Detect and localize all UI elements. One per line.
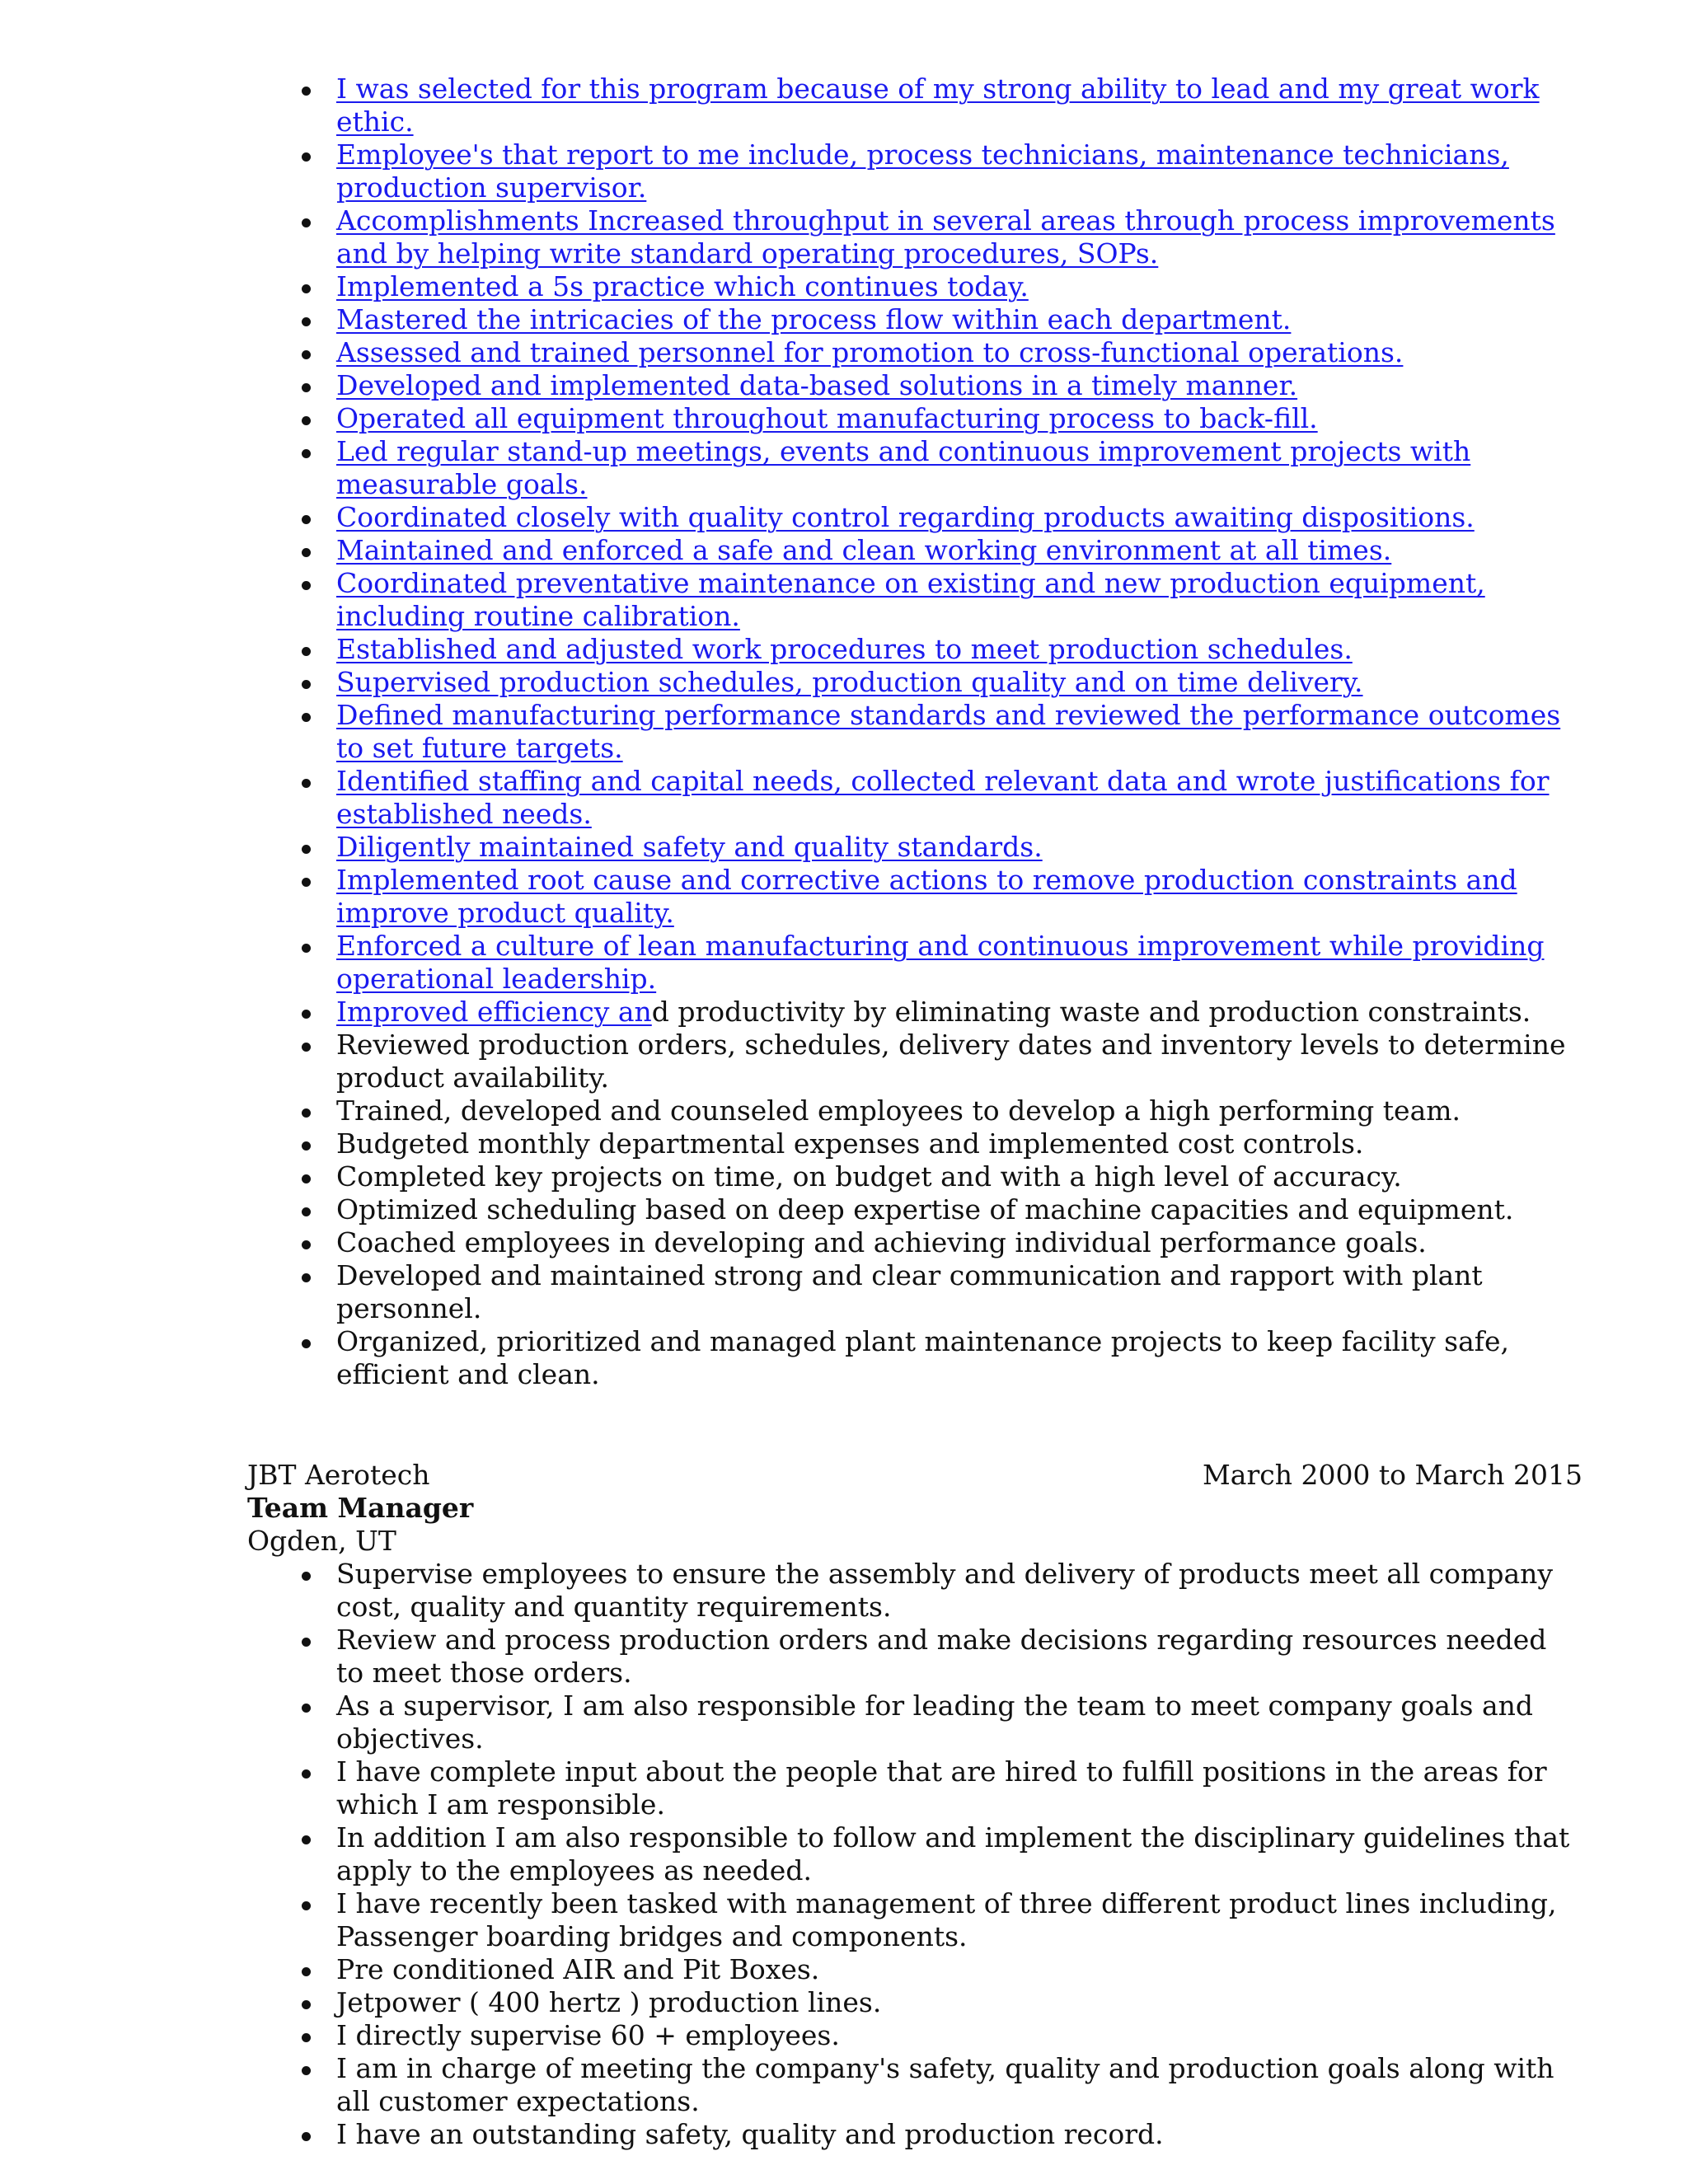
- bullet-item: [336, 204, 1582, 270]
- bullet-link[interactable]: Led regular stand-up meetings, events and continuous improvement projects with measurable goals.: [336, 435, 1471, 500]
- bullet-link[interactable]: Mastered the intricacies of the process flow within each department.: [336, 303, 1292, 335]
- bullet-dot: [302, 1174, 311, 1183]
- bullet-dot: [302, 1273, 311, 1282]
- bullet-text: Pre conditioned AIR and Pit Boxes.: [336, 1953, 820, 1985]
- bullet-item: [336, 1558, 1582, 1624]
- employment-dates: March 2000 to March 2015: [1202, 1459, 1582, 1491]
- bullet-dot: [302, 2000, 311, 2009]
- bullet-item: [336, 336, 1582, 369]
- bullet-dot: [302, 581, 311, 590]
- bullet-item: [336, 567, 1582, 633]
- job-header: [247, 1459, 1582, 1492]
- bullet-text: In addition I am also responsible to follow and implement the disciplinary guidelines that apply to the employees as needed.: [336, 1821, 1570, 1886]
- bullet-item: [336, 1624, 1582, 1690]
- bullet-link[interactable]: Coordinated closely with quality control regarding products awaiting dispositions.: [336, 501, 1475, 533]
- bullet-item: [336, 699, 1582, 765]
- bullet-text: Review and process production orders and make decisions regarding resources needed to meet those orders.: [336, 1624, 1547, 1689]
- bullet-link[interactable]: Defined manufacturing performance standards and reviewed the performance outcomes to set future targets.: [336, 699, 1561, 764]
- bullet-dot: [302, 1638, 311, 1647]
- bullet-item: [336, 73, 1582, 138]
- experience-2-bullet-list: [247, 1558, 1582, 2151]
- bullet-link[interactable]: Assessed and trained personnel for promotion to cross-functional operations.: [336, 336, 1404, 368]
- bullet-item: [336, 270, 1582, 303]
- bullet-dot: [302, 1339, 311, 1348]
- bullet-dot: [302, 317, 311, 326]
- bullet-item: [336, 1127, 1582, 1160]
- bullet-item: [336, 1029, 1582, 1094]
- bullet-dot: [302, 1967, 311, 1976]
- bullet-item: [336, 501, 1582, 534]
- bullet-dot: [302, 515, 311, 524]
- bullet-item: [336, 2118, 1582, 2151]
- bullet-dot: [302, 779, 311, 788]
- bullet-item: [336, 1821, 1582, 1887]
- resume-page: [247, 73, 1582, 2151]
- bullet-dot: [302, 218, 311, 227]
- bullet-text: Coached employees in developing and achieving individual performance goals.: [336, 1226, 1427, 1258]
- bullet-item: [336, 369, 1582, 402]
- bullet-item: [336, 1953, 1582, 1986]
- bullet-link[interactable]: Developed and implemented data-based solutions in a timely manner.: [336, 369, 1298, 401]
- bullet-item: [336, 864, 1582, 930]
- bullet-text: I am in charge of meeting the company's safety, quality and production goals along with all customer expectations.: [336, 2052, 1554, 2117]
- bullet-link[interactable]: Operated all equipment throughout manufacturing process to back-fill.: [336, 402, 1318, 434]
- bullet-dot: [302, 1141, 311, 1151]
- bullet-dot: [302, 350, 311, 359]
- bullet-link[interactable]: Coordinated preventative maintenance on existing and new production equipment, including routine calibration.: [336, 567, 1485, 632]
- bullet-text: Organized, prioritized and managed plant maintenance projects to keep facility safe, efficient and clean.: [336, 1325, 1510, 1390]
- bullet-dot: [302, 647, 311, 656]
- bullet-item: [336, 2019, 1582, 2052]
- bullet-dot: [302, 2132, 311, 2141]
- bullet-item: [336, 1986, 1582, 2019]
- bullet-text: I directly supervise 60 + employees.: [336, 2019, 840, 2051]
- bullet-dot: [302, 548, 311, 557]
- bullet-link[interactable]: Enforced a culture of lean manufacturing and continuous improvement while providing operational leadership.: [336, 930, 1545, 995]
- bullet-dot: [302, 944, 311, 953]
- bullet-text: Budgeted monthly departmental expenses and implemented cost controls.: [336, 1127, 1364, 1160]
- bullet-item: [336, 765, 1582, 831]
- bullet-dot: [302, 1901, 311, 1910]
- bullet-text: Jetpower ( 400 hertz ) production lines.: [336, 1986, 882, 2018]
- bullet-dot: [302, 1835, 311, 1844]
- bullet-text: I have complete input about the people that are hired to fulfill positions in the areas for which I am responsible.: [336, 1755, 1547, 1821]
- bullet-dot: [302, 713, 311, 722]
- bullet-item: [336, 303, 1582, 336]
- bullet-item: [336, 1690, 1582, 1755]
- bullet-link[interactable]: I was selected for this program because of my strong ability to lead and my great work ethic.: [336, 73, 1540, 138]
- bullet-dot: [302, 1572, 311, 1581]
- bullet-link[interactable]: Identified staffing and capital needs, collected relevant data and wrote justifications for established needs.: [336, 765, 1550, 830]
- company-name: JBT Aerotech: [247, 1459, 430, 1491]
- job-title: Team Manager: [247, 1492, 474, 1524]
- bullet-dot: [302, 1240, 311, 1249]
- bullet-item: [336, 1755, 1582, 1821]
- bullet-link[interactable]: Established and adjusted work procedures to meet production schedules.: [336, 633, 1353, 665]
- bullet-text: Optimized scheduling based on deep expertise of machine capacities and equipment.: [336, 1193, 1514, 1226]
- bullet-item: [336, 633, 1582, 666]
- bullet-item: [336, 1226, 1582, 1259]
- bullet-dot: [302, 1704, 311, 1713]
- job-location: Ogden, UT: [247, 1525, 396, 1557]
- bullet-item: [336, 534, 1582, 567]
- bullet-link[interactable]: Employee's that report to me include, process technicians, maintenance technicians, production supervisor.: [336, 138, 1509, 204]
- bullet-dot: [302, 845, 311, 854]
- bullet-item: [336, 831, 1582, 864]
- bullet-text: Completed key projects on time, on budget and with a high level of accuracy.: [336, 1160, 1402, 1193]
- bullet-dot: [302, 416, 311, 425]
- bullet-item: [336, 138, 1582, 204]
- bullet-item: [336, 1193, 1582, 1226]
- bullet-link[interactable]: Supervised production schedules, production quality and on time delivery.: [336, 666, 1363, 698]
- bullet-text: Trained, developed and counseled employees to develop a high performing team.: [336, 1094, 1461, 1127]
- bullet-link[interactable]: Accomplishments Increased throughput in several areas through process improvements and by helping write standard operating procedures, SOPs.: [336, 204, 1555, 269]
- experience-1-bullet-list: [247, 73, 1582, 1391]
- bullet-text: I have an outstanding safety, quality and production record.: [336, 2118, 1164, 2150]
- bullet-item: [336, 666, 1582, 699]
- bullet-link[interactable]: Implemented root cause and corrective actions to remove production constraints and improve product quality.: [336, 864, 1517, 929]
- bullet-dot: [302, 1108, 311, 1118]
- bullet-dot: [302, 87, 311, 96]
- bullet-dot: [302, 1207, 311, 1216]
- bullet-link[interactable]: Implemented a 5s practice which continues today.: [336, 270, 1029, 302]
- bullet-link[interactable]: Diligently maintained safety and quality standards.: [336, 831, 1043, 863]
- bullet-link[interactable]: Maintained and enforced a safe and clean working environment at all times.: [336, 534, 1392, 566]
- bullet-text: d productivity by eliminating waste and production constraints.: [651, 996, 1531, 1028]
- bullet-item: [336, 2052, 1582, 2118]
- bullet-text: As a supervisor, I am also responsible for leading the team to meet company goals and objectives.: [336, 1690, 1534, 1755]
- bullet-item: [336, 1259, 1582, 1325]
- bullet-item: [336, 1160, 1582, 1193]
- job-entry: [247, 1459, 1582, 2151]
- bullet-dot: [302, 1769, 311, 1779]
- bullet-dot: [302, 449, 311, 458]
- bullet-item: [336, 996, 1582, 1029]
- bullet-dot: [302, 1010, 311, 1019]
- bullet-item: [336, 435, 1582, 501]
- bullet-dot: [302, 2033, 311, 2042]
- bullet-item: [336, 930, 1582, 996]
- bullet-dot: [302, 383, 311, 392]
- bullet-item: [336, 1094, 1582, 1127]
- bullet-item: [336, 402, 1582, 435]
- bullet-text: Supervise employees to ensure the assembly and delivery of products meet all company cost, quality and quantity requirements.: [336, 1558, 1554, 1623]
- bullet-text: Reviewed production orders, schedules, delivery dates and inventory levels to determine product availability.: [336, 1029, 1566, 1094]
- bullet-dot: [302, 878, 311, 887]
- bullet-text: Developed and maintained strong and clear communication and rapport with plant personnel.: [336, 1259, 1483, 1324]
- bullet-item: [336, 1887, 1582, 1953]
- bullet-dot: [302, 152, 311, 162]
- bullet-dot: [302, 284, 311, 293]
- bullet-dot: [302, 680, 311, 689]
- bullet-link[interactable]: Improved efficiency an: [336, 996, 652, 1028]
- bullet-item: [336, 1325, 1582, 1391]
- bullet-dot: [302, 1043, 311, 1052]
- bullet-dot: [302, 2066, 311, 2075]
- bullet-text: I have recently been tasked with management of three different product lines including, Passenger boarding bridges and components.: [336, 1887, 1557, 1952]
